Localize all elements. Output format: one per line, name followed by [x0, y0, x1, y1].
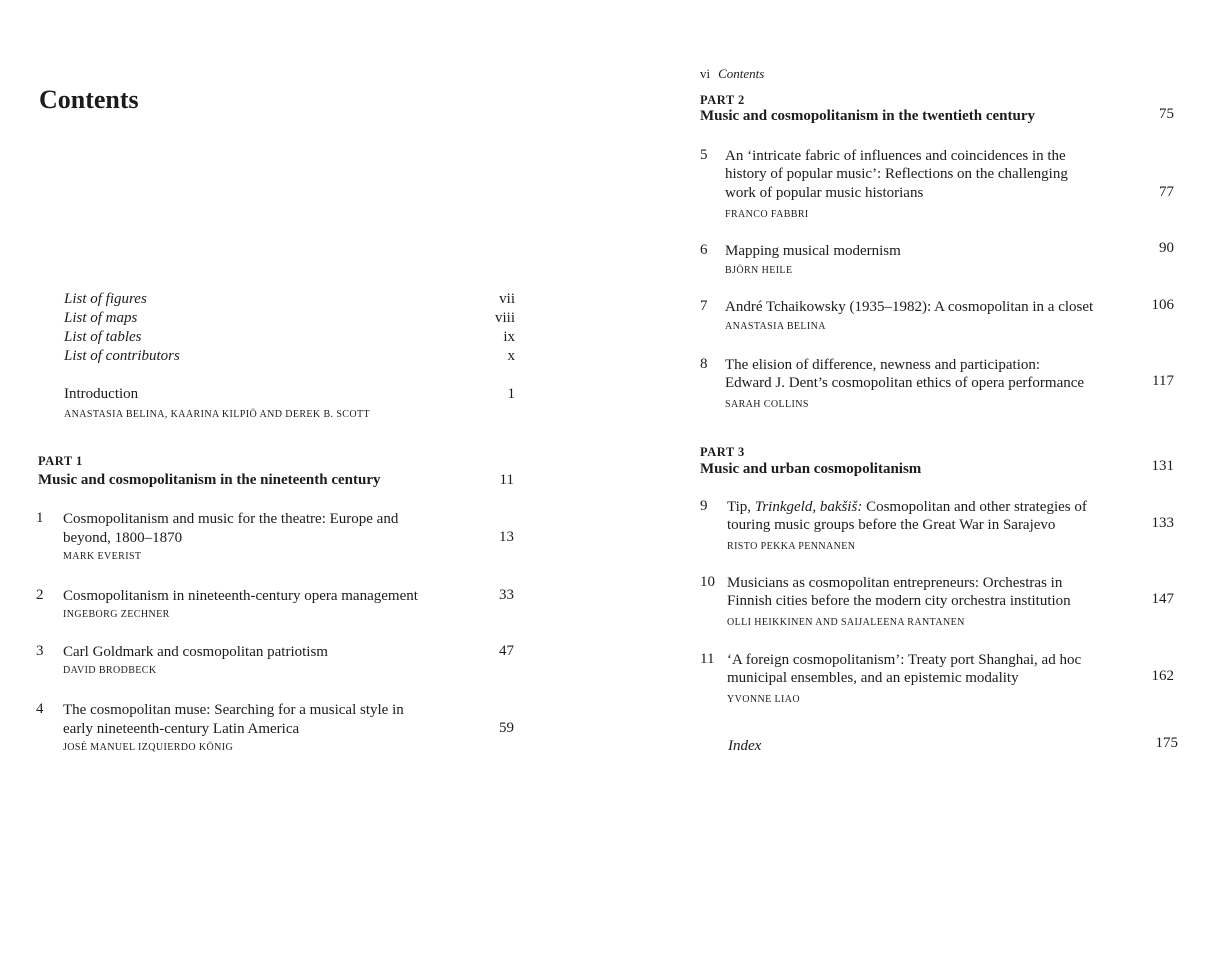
chapter-number: 5: [700, 147, 708, 163]
toc-entry-chapter-1[interactable]: [36, 510, 514, 570]
front-matter-list-of-figures[interactable]: [64, 290, 515, 309]
index-page: 175: [1155, 735, 1178, 751]
running-head: [700, 66, 764, 82]
contents-heading: Contents: [39, 85, 139, 114]
toc-entry-chapter-10[interactable]: [700, 574, 1174, 634]
part-1-page: 11: [499, 472, 514, 488]
chapter-number: 1: [36, 510, 44, 526]
part-2-title[interactable]: Music and cosmopolitanism in the twentieth century: [700, 108, 1035, 124]
chapter-number: 4: [36, 701, 44, 717]
chapter-number: 7: [700, 298, 708, 314]
chapter-number: 6: [700, 242, 708, 258]
chapter-author: ANASTASIA BELINA: [725, 321, 826, 332]
toc-entry-chapter-3[interactable]: [36, 643, 514, 683]
toc-entry-chapter-8[interactable]: [700, 356, 1174, 416]
front-matter-title: List of maps: [64, 310, 138, 326]
chapter-title-line-1: Mapping musical modernism: [725, 243, 901, 259]
entry-title: Introduction: [64, 386, 139, 402]
chapter-page: 59: [499, 720, 514, 736]
part-1-title[interactable]: Music and cosmopolitanism in the nineteenth century: [38, 472, 381, 488]
front-matter-list-of-contributors[interactable]: [64, 347, 515, 366]
index-title: Index: [728, 738, 762, 754]
chapter-title-line-2: history of popular music’: Reflections on the challenging: [725, 166, 1068, 182]
chapter-title-line-2: municipal ensembles, and an epistemic modality: [727, 670, 1019, 686]
part-3-title[interactable]: Music and urban cosmopolitanism: [700, 461, 922, 477]
front-matter-page: viii: [494, 310, 515, 326]
chapter-page: 133: [1151, 515, 1174, 531]
chapter-number: 3: [36, 643, 44, 659]
chapter-title-line-1: Cosmopolitanism in nineteenth-century opera management: [63, 588, 418, 604]
chapter-title-line-1: The cosmopolitan muse: Searching for a musical style in: [63, 702, 404, 718]
chapter-page: 33: [499, 587, 514, 603]
chapter-title-line-1: Carl Goldmark and cosmopolitan patriotism: [63, 644, 328, 660]
chapter-author: BJÖRN HEILE: [725, 265, 793, 276]
part-1-label: PART 1: [38, 454, 83, 468]
chapter-title-prefix: Tip,: [727, 499, 755, 515]
chapter-title-line-1: An ‘intricate fabric of influences and coincidences in the: [725, 148, 1066, 164]
running-head-page: vi: [700, 66, 711, 81]
front-matter-page: ix: [503, 329, 515, 345]
toc-entry-chapter-2[interactable]: [36, 587, 514, 627]
chapter-title-line-2: beyond, 1800–1870: [63, 530, 183, 546]
chapter-page: 162: [1151, 668, 1174, 684]
entry-author: ANASTASIA BELINA, KAARINA KILPIÖ AND DEREK B. SCOTT: [64, 409, 370, 420]
chapter-number: 9: [700, 498, 708, 514]
front-matter-list-of-maps[interactable]: [64, 309, 515, 328]
chapter-page: 90: [1159, 240, 1174, 256]
chapter-page: 117: [1152, 373, 1174, 389]
front-matter-title: List of figures: [64, 291, 147, 307]
chapter-title-line-1: The elision of difference, newness and participation:: [725, 357, 1041, 373]
chapter-title-line-2: Edward J. Dent’s cosmopolitan ethics of opera performance: [725, 375, 1085, 391]
toc-entry-chapter-6[interactable]: [700, 242, 1174, 282]
front-matter-title: List of contributors: [64, 348, 180, 364]
chapter-title-line-1: André Tchaikowsky (1935–1982): A cosmopolitan in a closet: [725, 299, 1094, 315]
chapter-number: 2: [36, 587, 44, 603]
entry-page: 1: [507, 386, 515, 402]
chapter-title-line-1: ‘A foreign cosmopolitanism’: Treaty port Shanghai, ad hoc: [727, 652, 1082, 668]
chapter-author: MARK EVERIST: [63, 551, 142, 562]
chapter-number: 10: [700, 574, 715, 590]
front-matter-list-of-tables[interactable]: [64, 328, 515, 347]
chapter-title-rest: Cosmopolitan and other strategies of: [862, 499, 1087, 515]
toc-entry-chapter-7[interactable]: [700, 298, 1174, 338]
chapter-number: 8: [700, 356, 708, 372]
toc-entry-index[interactable]: [700, 737, 1178, 761]
chapter-title-line-1: [727, 498, 1087, 517]
toc-entry-chapter-4[interactable]: [36, 701, 514, 761]
toc-entry-introduction[interactable]: [64, 385, 515, 425]
chapter-author: DAVID BRODBECK: [63, 665, 157, 676]
part-2-page: 75: [1159, 106, 1174, 122]
right-page: [606, 0, 1214, 965]
chapter-author: RISTO PEKKA PENNANEN: [727, 541, 856, 552]
chapter-title-line-1: Cosmopolitanism and music for the theatre: Europe and: [63, 511, 399, 527]
chapter-page: 47: [499, 643, 514, 659]
part-3-label: PART 3: [700, 445, 745, 459]
running-head-title: Contents: [718, 66, 765, 81]
chapter-title-line-1: Musicians as cosmopolitan entrepreneurs: Orchestras in: [727, 575, 1063, 591]
chapter-author: JOSÉ MANUEL IZQUIERDO KÖNIG: [63, 742, 234, 753]
toc-entry-chapter-9[interactable]: [700, 498, 1174, 558]
chapter-page: 77: [1159, 184, 1174, 200]
part-3-page: 131: [1151, 458, 1174, 474]
chapter-author: SARAH COLLINS: [725, 399, 809, 410]
chapter-page: 147: [1151, 591, 1174, 607]
front-matter-page: vii: [499, 291, 515, 307]
chapter-title-italic: Trinkgeld, bakšiš:: [754, 499, 863, 515]
chapter-author: FRANCO FABBRI: [725, 209, 809, 220]
chapter-author: OLLI HEIKKINEN AND SAIJALEENA RANTANEN: [727, 617, 965, 628]
chapter-title-line-3: work of popular music historians: [725, 185, 924, 201]
toc-entry-chapter-5[interactable]: [700, 147, 1174, 227]
front-matter-title: List of tables: [64, 329, 142, 345]
chapter-title-line-2: Finnish cities before the modern city orchestra institution: [727, 593, 1071, 609]
chapter-page: 106: [1151, 297, 1174, 313]
chapter-number: 11: [700, 651, 715, 667]
chapter-author: INGEBORG ZECHNER: [63, 609, 170, 620]
toc-entry-chapter-11[interactable]: [700, 651, 1174, 711]
front-matter-page: x: [507, 348, 515, 364]
chapter-author: YVONNE LIAO: [727, 694, 800, 705]
chapter-title-line-2: touring music groups before the Great War in Sarajevo: [727, 517, 1056, 533]
left-page: [0, 0, 600, 965]
chapter-page: 13: [499, 529, 514, 545]
part-2-label: PART 2: [700, 93, 745, 107]
chapter-title-line-2: early nineteenth-century Latin America: [63, 721, 300, 737]
